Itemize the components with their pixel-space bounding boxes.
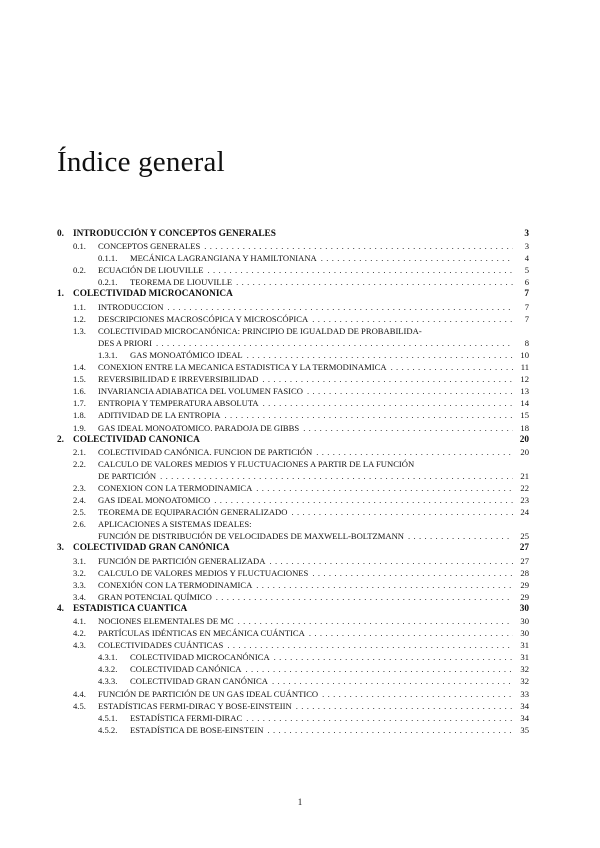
- entry-number: 4.3.1.: [98, 652, 118, 663]
- entry-title: PARTÍCULAS IDÉNTICAS EN MECÁNICA CUÁNTICA: [98, 628, 305, 639]
- toc-chapter-row[interactable]: [57, 434, 529, 446]
- entry-number: 1.3.: [73, 325, 86, 336]
- dot-leader: [408, 530, 513, 542]
- dot-leader: [272, 675, 513, 687]
- entry-number: 4.3.: [73, 640, 86, 651]
- entry-title: ENTROPIA Y TEMPERATURA ABSOLUTA: [98, 398, 259, 409]
- entry-title: CALCULO DE VALORES MEDIOS Y FLUCTUACIONES A PARTIR DE LA FUNCIÓN: [98, 458, 415, 469]
- toc-section-row[interactable]: [57, 385, 529, 397]
- entry-page: 29: [520, 579, 529, 590]
- toc-section-row[interactable]: [57, 422, 529, 434]
- entry-title: COLECTIVIDAD GRAN CANÓNICA: [130, 676, 268, 687]
- chapter-page: 7: [524, 289, 529, 300]
- toc-section-row[interactable]: [57, 373, 529, 385]
- chapter-number: 3.: [57, 543, 64, 554]
- entry-title: COLECTIVIDAD CANÓNICA: [130, 664, 242, 675]
- chapter-title: COLECTIVIDAD MICROCANONICA: [73, 289, 233, 300]
- entry-number: 1.8.: [73, 410, 86, 421]
- entry-page: 27: [520, 555, 529, 566]
- toc-section-row[interactable]: [57, 627, 529, 639]
- table-of-contents: [57, 228, 529, 736]
- entry-page: 14: [520, 398, 529, 409]
- dot-leader: [204, 240, 513, 252]
- entry-number: 1.1.: [73, 301, 86, 312]
- entry-number: 2.2.: [73, 458, 86, 469]
- dot-leader: [267, 724, 513, 736]
- entry-page: 24: [520, 507, 529, 518]
- dot-leader: [214, 494, 513, 506]
- entry-page: 22: [520, 482, 529, 493]
- toc-subsection-row[interactable]: [57, 651, 529, 663]
- entry-page: 21: [520, 470, 529, 481]
- toc-subsection-row[interactable]: [57, 724, 529, 736]
- page-number: 1: [297, 797, 303, 807]
- entry-title: COLECTIVIDAD CANÓNICA. FUNCION DE PARTICIÓN: [98, 446, 313, 457]
- chapter-page: 20: [519, 434, 529, 445]
- entry-title: CONEXION ENTRE LA MECANICA ESTADISTICA Y LA TERMODINAMICA: [98, 362, 387, 373]
- dot-leader: [262, 373, 513, 385]
- dot-leader: [269, 555, 513, 567]
- entry-page: 32: [520, 676, 529, 687]
- toc-section-row[interactable]: [57, 409, 529, 421]
- entry-number: 1.6.: [73, 386, 86, 397]
- dot-leader: [160, 470, 513, 482]
- toc-section-row[interactable]: [57, 470, 529, 482]
- entry-title: DES A PRIORI: [98, 337, 152, 348]
- entry-title: GRAN POTENCIAL QUÍMICO: [98, 591, 212, 602]
- chapter-number: 0.: [57, 229, 64, 239]
- toc-section-row[interactable]: [57, 361, 529, 373]
- entry-number: 4.5.2.: [98, 724, 118, 735]
- entry-page: 30: [520, 616, 529, 626]
- dot-leader: [274, 651, 513, 663]
- entry-page: 28: [520, 567, 529, 578]
- toc-section-row[interactable]: [57, 446, 529, 458]
- entry-number: 1.4.: [73, 362, 86, 373]
- entry-number: 3.2.: [73, 567, 86, 578]
- entry-title: CONEXIÓN CON LA TERMODINAMICA: [98, 579, 253, 590]
- entry-page: 32: [520, 664, 529, 675]
- toc-subsection-row[interactable]: [57, 675, 529, 687]
- toc-section-row[interactable]: [57, 397, 529, 409]
- entry-page: 15: [520, 410, 529, 421]
- entry-title: COLECTIVIDAD MICROCANÓNICA: PRINCIPIO DE IGUALDAD DE PROBABILIDA-: [98, 325, 422, 336]
- entry-number: 4.2.: [73, 628, 86, 639]
- entry-page: 3: [524, 241, 529, 252]
- entry-title: GAS IDEAL MONOATOMICO. PARADOJA DE GIBBS: [98, 422, 300, 433]
- entry-title: COLECTIVIDAD MICROCANÓNICA: [130, 652, 270, 663]
- chapter-title: COLECTIVIDAD GRAN CANÓNICA: [73, 543, 230, 554]
- toc-subsection-row[interactable]: [57, 663, 529, 675]
- toc-section-row[interactable]: [57, 458, 529, 470]
- entry-number: 0.2.: [73, 265, 86, 276]
- dot-leader: [263, 397, 513, 409]
- entry-number: 1.3.1.: [98, 349, 118, 360]
- entry-number: 1.7.: [73, 398, 86, 409]
- dot-leader: [224, 409, 513, 421]
- chapter-page: 27: [519, 543, 529, 554]
- dot-leader: [291, 506, 513, 518]
- entry-number: 3.3.: [73, 579, 86, 590]
- entry-page: 35: [520, 724, 529, 735]
- chapter-title: ESTADISTICA CUANTICA: [73, 603, 188, 614]
- dot-leader: [256, 482, 513, 494]
- dot-leader: [309, 627, 513, 639]
- entry-title: REVERSIBILIDAD E IRREVERSIBILIDAD: [98, 374, 259, 385]
- entry-title: FUNCIÓN DE PARTICIÓN GENERALIZADA: [98, 555, 266, 566]
- dot-leader: [296, 700, 513, 712]
- entry-number: 4.3.2.: [98, 664, 118, 675]
- toc-subsection-row[interactable]: [57, 349, 529, 361]
- toc-section-row[interactable]: [57, 700, 529, 712]
- toc-section-row[interactable]: [57, 264, 529, 276]
- toc-chapter-row[interactable]: [57, 603, 529, 615]
- dot-leader: [227, 639, 513, 651]
- entry-page: 8: [524, 337, 529, 348]
- entry-title: NOCIONES ELEMENTALES DE MC: [98, 616, 234, 626]
- entry-title: GAS MONOATÓMICO IDEAL: [130, 349, 243, 360]
- dot-leader: [208, 264, 514, 276]
- entry-title: INVARIANCIA ADIABATICA DEL VOLUMEN FASICO: [98, 386, 303, 397]
- entry-page: 6: [524, 277, 529, 288]
- entry-title: COLECTIVIDADES CUÁNTICAS: [98, 640, 224, 651]
- entry-number: 2.4.: [73, 495, 86, 506]
- entry-title: GAS IDEAL MONOATOMICO: [98, 495, 211, 506]
- entry-page: 7: [524, 301, 529, 312]
- toc-section-row[interactable]: [57, 615, 529, 627]
- dot-leader: [245, 663, 513, 675]
- chapter-number: 4.: [57, 603, 64, 614]
- entry-title: DESCRIPCIONES MACROSCÓPICA Y MICROSCÓPICA: [98, 313, 309, 324]
- toc-section-row[interactable]: [57, 482, 529, 494]
- toc-section-row[interactable]: [57, 688, 529, 700]
- dot-leader: [167, 301, 513, 313]
- entry-number: 1.9.: [73, 422, 86, 433]
- dot-leader: [156, 337, 513, 349]
- entry-page: 7: [524, 313, 529, 324]
- toc-section-row[interactable]: [57, 337, 529, 349]
- entry-page: 5: [524, 265, 529, 276]
- entry-number: 0.1.: [73, 241, 86, 252]
- toc-section-row[interactable]: [57, 530, 529, 542]
- entry-title: ADITIVIDAD DE LA ENTROPIA: [98, 410, 221, 421]
- entry-page: 4: [524, 253, 529, 264]
- entry-title: APLICACIONES A SISTEMAS IDEALES:: [98, 519, 252, 530]
- toc-section-row[interactable]: [57, 325, 529, 337]
- toc-chapter: [57, 542, 529, 602]
- entry-page: 18: [520, 422, 529, 433]
- page-title: Índice general: [57, 146, 225, 178]
- entry-page: 34: [520, 712, 529, 723]
- dot-leader: [246, 712, 513, 724]
- entry-page: 29: [520, 591, 529, 602]
- toc-subsection-row[interactable]: [57, 712, 529, 724]
- dot-leader: [312, 567, 513, 579]
- entry-number: 4.5.: [73, 700, 86, 711]
- toc-chapter: [57, 603, 529, 736]
- entry-number: 4.4.: [73, 688, 86, 699]
- entry-page: 31: [520, 652, 529, 663]
- entry-title: CONEXION CON LA TERMODINAMICA: [98, 482, 253, 493]
- toc-chapter: [57, 434, 529, 543]
- entry-page: 11: [520, 362, 529, 373]
- toc-chapter: [57, 228, 529, 288]
- entry-title: CONCEPTOS GENERALES: [98, 241, 201, 252]
- entry-number: 0.1.1.: [98, 253, 118, 264]
- chapter-number: 1.: [57, 289, 64, 300]
- chapter-number: 2.: [57, 434, 64, 445]
- entry-page: 30: [520, 628, 529, 639]
- entry-number: 3.1.: [73, 555, 86, 566]
- entry-number: 4.3.3.: [98, 676, 118, 687]
- dot-leader: [216, 591, 513, 603]
- entry-page: 12: [520, 374, 529, 385]
- dot-leader: [312, 313, 513, 325]
- toc-section-row[interactable]: [57, 567, 529, 579]
- chapter-title: COLECTIVIDAD CANONICA: [73, 434, 200, 445]
- chapter-page: 3: [524, 229, 529, 239]
- entry-number: 2.5.: [73, 507, 86, 518]
- entry-number: 2.6.: [73, 519, 86, 530]
- entry-title: FUNCIÓN DE DISTRIBUCIÓN DE VELOCIDADES DE MAXWELL-BOLTZMANN: [98, 531, 405, 542]
- toc-chapter-row[interactable]: [57, 228, 529, 240]
- toc-chapter: [57, 288, 529, 433]
- dot-leader: [322, 688, 513, 700]
- toc-section-row[interactable]: [57, 555, 529, 567]
- entry-number: 2.3.: [73, 482, 86, 493]
- dot-leader: [307, 385, 513, 397]
- entry-number: 1.2.: [73, 313, 86, 324]
- entry-page: 34: [520, 700, 529, 711]
- toc-subsection-row[interactable]: [57, 276, 529, 288]
- entry-page: 10: [520, 349, 529, 360]
- entry-number: 4.5.1.: [98, 712, 118, 723]
- entry-page: 31: [520, 640, 529, 651]
- dot-leader: [391, 361, 513, 373]
- toc-section-row[interactable]: [57, 301, 529, 313]
- entry-number: 3.4.: [73, 591, 86, 602]
- chapter-page: 30: [519, 603, 529, 614]
- entry-page: 33: [520, 688, 529, 699]
- entry-page: 13: [520, 386, 529, 397]
- dot-leader: [236, 276, 513, 288]
- entry-page: 23: [520, 495, 529, 506]
- toc-section-row[interactable]: [57, 591, 529, 603]
- toc-chapter-row[interactable]: [57, 288, 529, 300]
- toc-subsection-row[interactable]: [57, 252, 529, 264]
- entry-number: 4.1.: [73, 616, 86, 626]
- toc-section-row[interactable]: [57, 518, 529, 530]
- toc-chapter-row[interactable]: [57, 542, 529, 554]
- entry-title: MECÁNICA LAGRANGIANA Y HAMILTONIANA: [130, 253, 317, 264]
- dot-leader: [247, 349, 513, 361]
- entry-page: 20: [520, 446, 529, 457]
- dot-leader: [303, 422, 513, 434]
- dot-leader: [321, 252, 513, 264]
- toc-section-row[interactable]: [57, 313, 529, 325]
- entry-number: 0.2.1.: [98, 277, 118, 288]
- toc-section-row[interactable]: [57, 506, 529, 518]
- entry-title: ESTADÍSTICAS FERMI-DIRAC Y BOSE-EINSTEIIN: [98, 700, 292, 711]
- entry-page: 25: [520, 531, 529, 542]
- toc-section-row[interactable]: [57, 639, 529, 651]
- entry-number: 1.5.: [73, 374, 86, 385]
- entry-number: 2.1.: [73, 446, 86, 457]
- toc-section-row[interactable]: [57, 494, 529, 506]
- toc-section-row[interactable]: [57, 579, 529, 591]
- dot-leader: [316, 446, 513, 458]
- entry-title: ESTADÍSTICA FERMI-DIRAC: [130, 712, 243, 723]
- toc-section-row[interactable]: [57, 240, 529, 252]
- entry-title: FUNCIÓN DE PARTICIÓN DE UN GAS IDEAL CUÁNTICO: [98, 688, 319, 699]
- entry-title: TEOREMA DE LIOUVILLE: [130, 277, 233, 288]
- entry-title: ECUACIÓN DE LIOUVILLE: [98, 265, 204, 276]
- entry-title: TEOREMA DE EQUIPARACIÓN GENERALIZADO: [98, 507, 288, 518]
- dot-leader: [256, 579, 513, 591]
- entry-title: ESTADÍSTICA DE BOSE-EINSTEIN: [130, 724, 264, 735]
- dot-leader: [238, 615, 513, 627]
- entry-title: INTRODUCCION: [98, 301, 164, 312]
- chapter-title: INTRODUCCIÓN Y CONCEPTOS GENERALES: [73, 229, 276, 239]
- entry-title: CALCULO DE VALORES MEDIOS Y FLUCTUACIONES: [98, 567, 309, 578]
- entry-title: DE PARTICIÓN: [98, 470, 157, 481]
